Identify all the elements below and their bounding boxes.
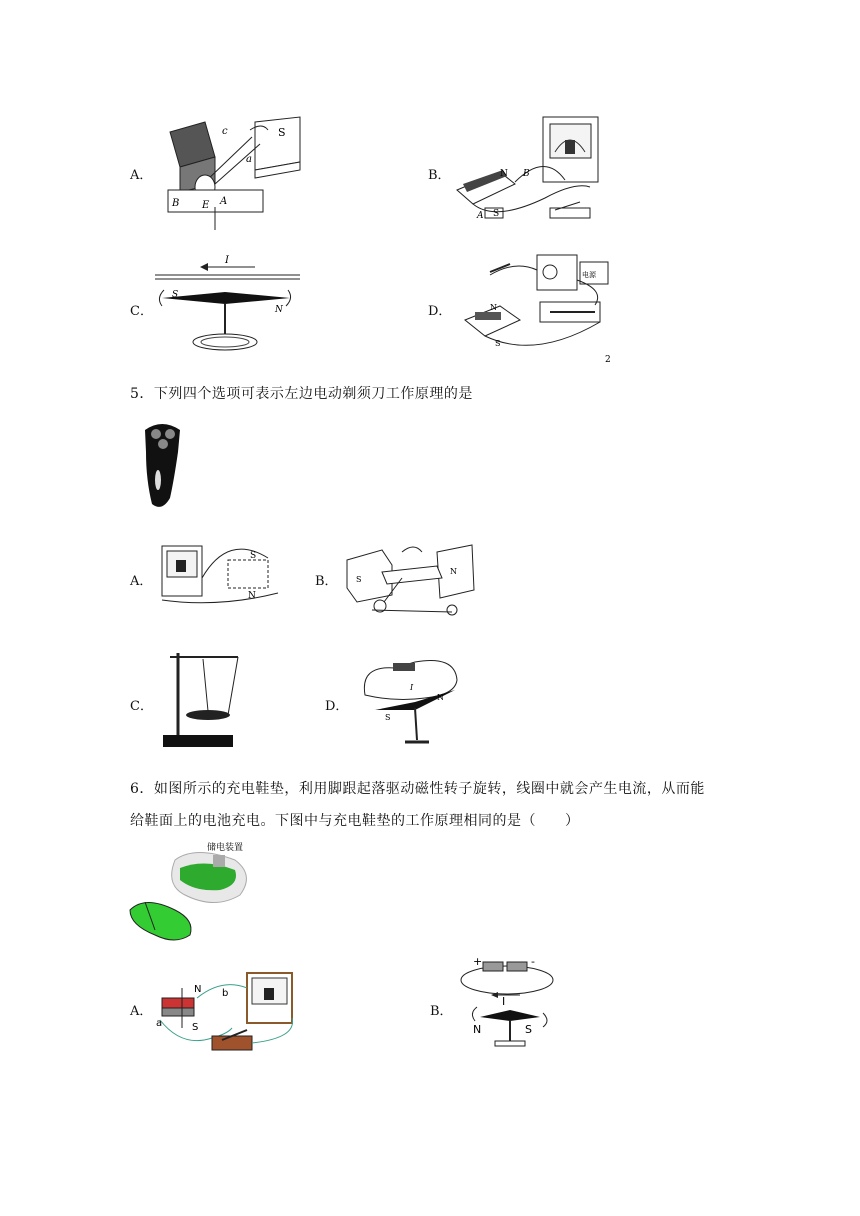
q5-fig-a-label-s: S <box>250 551 257 561</box>
q5-shaver-image <box>140 420 185 515</box>
q4-figure-c <box>150 250 310 360</box>
option-c-label: C． <box>130 304 153 319</box>
q6-insole-image <box>125 840 265 945</box>
fig-a-label-a: a <box>246 154 252 165</box>
fig-a-label-s: S <box>278 126 286 139</box>
question-6-line-1: 6．如图所示的充电鞋垫，利用脚跟起落驱动磁性转子旋转，线圈中就会产生电流，从而能 <box>130 781 705 797</box>
q5-fig-d-label-s: S <box>385 713 391 722</box>
q5-figure-a <box>158 538 288 613</box>
q5-figure-d <box>355 650 465 750</box>
q5-fig-b-label-n: N <box>450 567 457 576</box>
q4-figure-d <box>455 250 615 365</box>
fig-b-label-s: S <box>493 209 500 219</box>
option-b-label: B． <box>428 168 451 183</box>
q5-fig-a-label-n: N <box>248 591 256 601</box>
q6-figure-b <box>455 955 565 1055</box>
fig-c-label-i: I <box>225 255 229 266</box>
fig-d-label-n: N <box>490 303 497 312</box>
q5-figure-c <box>158 645 258 755</box>
option-d-label: D． <box>428 304 452 319</box>
q4-figure-b <box>455 112 615 232</box>
q6-device-label: 储电装置 <box>207 843 244 853</box>
q5-option-a-label: A． <box>130 574 153 589</box>
q6-fig-a-label-a: a <box>156 1018 163 1029</box>
fig-c-label-n: N <box>275 305 283 315</box>
q6-option-b-label: B． <box>430 1004 453 1019</box>
fig-c-label-s: S <box>172 290 179 300</box>
q5-option-d-label: D． <box>325 699 349 714</box>
q4-figure-a <box>160 112 310 232</box>
q6-fig-b-label-minus: - <box>531 955 535 968</box>
q5-figure-b <box>342 540 482 625</box>
fig-a-label-e: E <box>202 200 210 211</box>
q5-fig-b-label-s: S <box>356 575 362 584</box>
q5-fig-d-label-n: N <box>437 693 444 702</box>
fig-d-label-power: 电源 <box>582 271 596 279</box>
q6-fig-b-label-s: S <box>525 1023 532 1036</box>
q6-fig-a-label-n: N <box>194 984 202 995</box>
q6-figure-a <box>152 968 297 1058</box>
fig-b-label-n: N <box>500 169 508 179</box>
q6-fig-b-label-i: I <box>502 995 506 1008</box>
q6-fig-b-label-plus: + <box>473 955 483 968</box>
fig-a-label-a2: A <box>220 196 228 207</box>
fig-d-label-s: S <box>495 339 501 348</box>
question-5-text: 5．下列四个选项可表示左边电动剃须刀工作原理的是 <box>130 386 473 402</box>
fig-a-label-b: B <box>172 198 180 209</box>
option-a-label: A． <box>130 168 153 183</box>
q5-fig-d-label-i: I <box>410 683 414 692</box>
q5-option-c-label: C． <box>130 699 153 714</box>
fig-b-label-a: A <box>477 211 484 221</box>
fig-a-label-c: c <box>222 126 228 137</box>
fig-b-label-b: B <box>523 169 530 179</box>
question-6-line-2: 给鞋面上的电池充电。下图中与充电鞋垫的工作原理相同的是（ ） <box>130 813 580 829</box>
q6-fig-b-label-n: N <box>473 1023 482 1036</box>
q5-option-b-label: B． <box>315 574 338 589</box>
q6-fig-a-label-b: b <box>222 988 229 999</box>
fig-d-page-mark: 2 <box>605 355 611 365</box>
q6-option-a-label: A． <box>130 1004 153 1019</box>
q6-fig-a-label-s: S <box>192 1022 199 1033</box>
